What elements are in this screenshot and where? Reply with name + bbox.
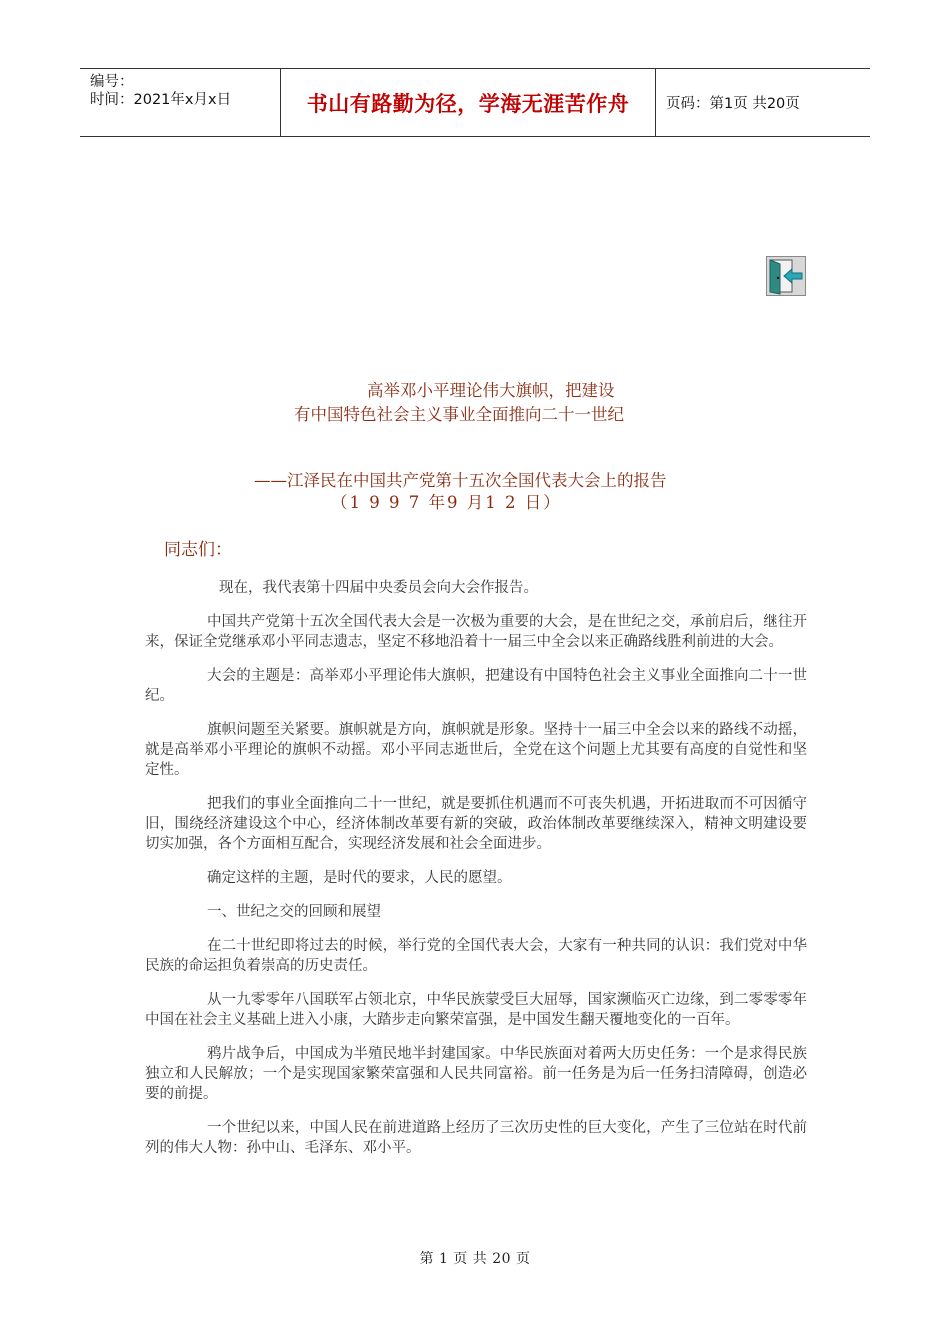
- motto-text: 书山有路勤为径，学海无涯苦作舟: [306, 91, 630, 116]
- exit-door-icon[interactable]: [766, 256, 806, 296]
- paragraph: 大会的主题是：高举邓小平理论伟大旗帜，把建设有中国特色社会主义事业全面推向二十一世纪。: [145, 668, 807, 704]
- report-date: （1 9 9 7 年9 月1 2 日）: [331, 493, 562, 512]
- page-footer: 第 1 页 共 20 页: [419, 1251, 531, 1267]
- paragraph: 在二十世纪即将过去的时候，举行党的全国代表大会，大家有一种共同的认识：我们党对中华民族的命运担负着崇高的历史责任。: [145, 938, 807, 974]
- document-header-table: [80, 68, 870, 137]
- header-meta-cell: [80, 69, 281, 136]
- paragraph: 把我们的事业全面推向二十一世纪，就是要抓住机遇而不可丧失机遇，开拓进取而不可因循守旧，围绕经济建设这个中心，经济体制改革要有新的突破，政治体制改革要继续深入，精神文明建设要切实加强，各个方面相互配合，实现经济发展和社会全面进步。: [145, 796, 807, 852]
- page-number-cell: [656, 69, 870, 136]
- paragraph: 从一九零零年八国联军占领北京，中华民族蒙受巨大屈辱，国家濒临灭亡边缘，到二零零零年中国在社会主义基础上进入小康，大踏步走向繁荣富强，是中国发生翻天覆地变化的一百年。: [145, 992, 807, 1028]
- motto-cell: [281, 69, 656, 136]
- page-label: 页码：第1页 共20页: [666, 96, 800, 112]
- number-label: 编号：: [90, 74, 134, 90]
- time-label: 时间：2021年x月x日: [90, 92, 232, 108]
- report-body: [145, 578, 807, 1172]
- paragraph: 一个世纪以来，中国人民在前进道路上经历了三次历史性的巨大变化，产生了三位站在时代前列的伟大人物：孙中山、毛泽东、邓小平。: [145, 1120, 807, 1156]
- title-line-1: 高举邓小平理论伟大旗帜，把建设: [367, 381, 615, 400]
- paragraph: 确定这样的主题，是时代的要求，人民的愿望。: [207, 870, 512, 886]
- paragraph: 现在，我代表第十四届中央委员会向大会作报告。: [219, 580, 538, 596]
- report-subtitle: ——江泽民在中国共产党第十五次全国代表大会上的报告: [254, 471, 667, 490]
- paragraph: 旗帜问题至关紧要。旗帜就是方向，旗帜就是形象。坚持十一届三中全会以来的路线不动摇，就是高举邓小平理论的旗帜不动摇。邓小平同志逝世后，全党在这个问题上尤其要有高度的自觉性和坚定性。: [145, 722, 807, 778]
- paragraph: 鸦片战争后，中国成为半殖民地半封建国家。中华民族面对着两大历史任务：一个是求得民族独立和人民解放；一个是实现国家繁荣富强和人民共同富裕。前一任务是为后一任务扫清障碍，创造必要的前提。: [145, 1046, 807, 1102]
- salutation: 同志们：: [164, 540, 232, 560]
- section-heading: 一、世纪之交的回顾和展望: [207, 904, 381, 920]
- paragraph: 中国共产党第十五次全国代表大会是一次极为重要的大会，是在世纪之交，承前启后，继往开来，保证全党继承邓小平同志遗志，坚定不移地沿着十一届三中全会以来正确路线胜利前进的大会。: [145, 614, 807, 650]
- title-line-2: 有中国特色社会主义事业全面推向二十一世纪: [294, 405, 624, 424]
